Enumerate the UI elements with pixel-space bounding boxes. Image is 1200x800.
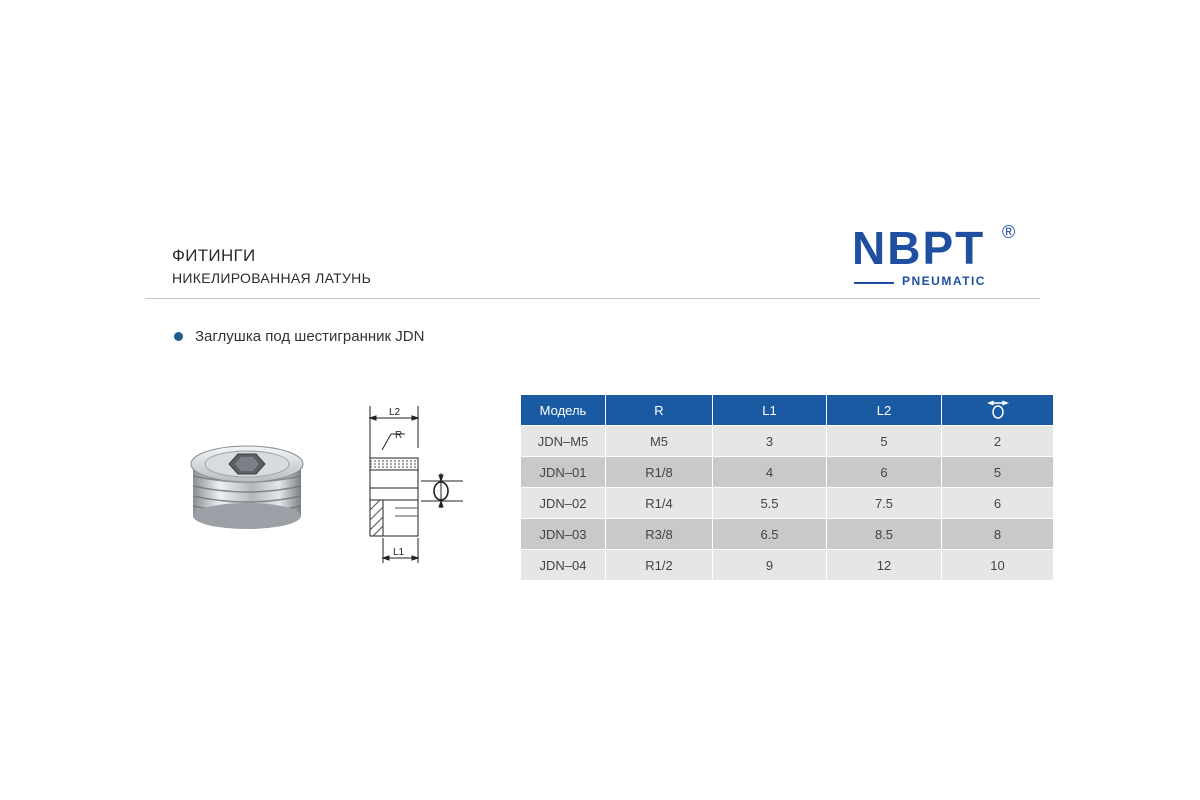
l2-label: L2 [389, 407, 401, 418]
cell-l1: 9 [713, 550, 827, 581]
table-header-row [521, 395, 1053, 426]
cell-l2: 7.5 [827, 488, 942, 519]
cell-diameter: 10 [942, 550, 1054, 581]
cell-r: R1/2 [606, 550, 713, 581]
table-row [521, 488, 1053, 519]
cell-l1: 6.5 [713, 519, 827, 550]
col-header-r: R [606, 395, 713, 426]
cell-diameter: 5 [942, 457, 1054, 488]
cell-l1: 4 [713, 457, 827, 488]
cell-l2: 12 [827, 550, 942, 581]
cell-l1: 3 [713, 426, 827, 457]
logo-main-text: NBPT [852, 222, 986, 274]
page-subtitle: НИКЕЛИРОВАННАЯ ЛАТУНЬ [172, 270, 372, 286]
product-heading [174, 328, 424, 345]
cell-r: M5 [606, 426, 713, 457]
cell-model: JDN–M5 [521, 426, 606, 457]
cell-l2: 6 [827, 457, 942, 488]
table-row [521, 426, 1053, 457]
col-header-model: Модель [521, 395, 606, 426]
cell-model: JDN–01 [521, 457, 606, 488]
bullet-icon [174, 332, 183, 341]
table-row [521, 457, 1053, 488]
cell-diameter: 8 [942, 519, 1054, 550]
diameter-icon [987, 399, 1009, 421]
cell-r: R3/8 [606, 519, 713, 550]
col-header-diameter [942, 395, 1054, 426]
table-row [521, 519, 1053, 550]
spec-table [521, 395, 1053, 580]
cell-model: JDN–04 [521, 550, 606, 581]
cell-l2: 8.5 [827, 519, 942, 550]
brand-logo [852, 222, 1032, 292]
product-image [185, 440, 310, 535]
product-name: Заглушка под шестигранник JDN [195, 328, 425, 345]
cell-r: R1/4 [606, 488, 713, 519]
header-divider [145, 298, 1040, 299]
table-row [521, 550, 1053, 581]
r-label: R [395, 430, 403, 441]
page-title: ФИТИНГИ [172, 246, 256, 265]
cell-l1: 5.5 [713, 488, 827, 519]
technical-drawing [355, 398, 475, 568]
cell-diameter: 6 [942, 488, 1054, 519]
registered-mark: ® [1002, 222, 1016, 242]
cell-l2: 5 [827, 426, 942, 457]
cell-model: JDN–03 [521, 519, 606, 550]
cell-r: R1/8 [606, 457, 713, 488]
l1-label: L1 [393, 547, 405, 558]
col-header-l2: L2 [827, 395, 942, 426]
col-header-l1: L1 [713, 395, 827, 426]
logo-sub-text: PNEUMATIC [902, 274, 986, 288]
cell-model: JDN–02 [521, 488, 606, 519]
cell-diameter: 2 [942, 426, 1054, 457]
logo-underline [854, 282, 894, 284]
